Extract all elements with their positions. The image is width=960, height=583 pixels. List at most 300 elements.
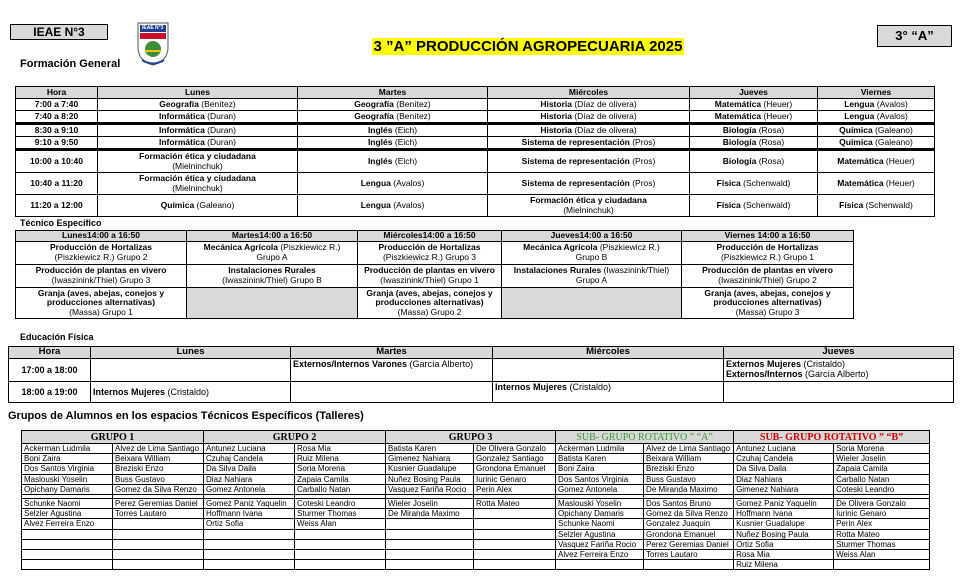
class-cell xyxy=(298,137,488,150)
hora-cell: 18:00 a 19:00 xyxy=(9,381,91,402)
teacher: (García Alberto) xyxy=(407,358,474,369)
taller-cell xyxy=(682,242,854,265)
student-cell: Vasquez Fariña Rocio xyxy=(556,539,644,549)
teacher: (García Alberto) xyxy=(802,368,869,379)
empty-cell xyxy=(187,288,358,319)
subject: Inglés xyxy=(367,136,393,147)
col-miercoles: Miércoles xyxy=(488,87,690,99)
teacher: (Eich) xyxy=(392,136,418,147)
student-cell: Gonzalez Juaquin xyxy=(644,519,734,529)
teacher: (Avalos) xyxy=(874,110,908,121)
class-cell xyxy=(488,99,690,111)
student-cell: Carballo Natan xyxy=(295,484,386,494)
teacher: (Schenwald) xyxy=(740,177,791,188)
teacher: (Iwaszinink/Thiel) xyxy=(601,265,670,276)
general-row xyxy=(16,173,935,195)
grupo-2-header: GRUPO 2 xyxy=(204,431,386,444)
subject: Instalaciones Rurales xyxy=(513,265,602,276)
student-cell xyxy=(295,529,386,539)
subject: Internos Mujeres xyxy=(93,386,166,397)
class-cell xyxy=(488,173,690,195)
student-cell xyxy=(113,529,204,539)
subject: Granja (aves, abejas, conejos y producciones alternativas) xyxy=(37,287,165,308)
class-cell xyxy=(298,195,488,217)
subject: Informática xyxy=(158,110,205,121)
student-cell: Gimenez Nahiara xyxy=(386,454,474,464)
student-cell: Gomez Paniz Yaquelin xyxy=(734,498,834,508)
class-cell xyxy=(488,150,690,173)
teacher-group: (Iwaszinink/Thiel) Grupo 1 xyxy=(380,275,479,285)
subject: Externos/Internos xyxy=(726,368,803,379)
subject: Física xyxy=(716,199,741,210)
martes-cell xyxy=(291,381,493,402)
tecnico-table xyxy=(15,230,854,319)
student-cell: Rotta Mateo xyxy=(834,529,930,539)
col-miercoles: Miércoles14:00 a 16:50 xyxy=(358,231,502,242)
page-title: 3 ”A” PRODUCCIÓN AGROPECUARIA 2025 xyxy=(373,38,683,55)
student-cell: Hoffmann Ivana xyxy=(204,509,295,519)
teacher: (Heuer) xyxy=(761,110,793,121)
subject: Lengua xyxy=(360,199,391,210)
teacher: (Pros) xyxy=(629,177,656,188)
tecnico-row xyxy=(16,265,854,288)
student-cell: Iurinic Genaro xyxy=(474,474,556,484)
teacher: (Rosa) xyxy=(756,136,785,147)
taller-cell xyxy=(187,242,358,265)
student-cell: Da Silva Daila xyxy=(204,464,295,474)
student-cell: Alvez de Lima Santiago xyxy=(113,444,204,454)
subject: Biología xyxy=(722,124,757,135)
teacher: (Avalos) xyxy=(390,199,425,210)
student-cell: Diaz Nahiara xyxy=(734,474,834,484)
martes-cell xyxy=(291,358,493,381)
student-cell: Antunez Luciana xyxy=(734,444,834,454)
student-cell: Coteski Leandro xyxy=(834,484,930,494)
teacher: (Mielninchuk) xyxy=(563,204,614,215)
student-cell xyxy=(113,519,204,529)
student-cell: Maslouski Yoselin xyxy=(556,498,644,508)
student-cell: Gomez Paniz Yaquelin xyxy=(204,498,295,508)
student-cell xyxy=(386,529,474,539)
class-cell xyxy=(818,137,935,150)
subject: Lengua xyxy=(844,110,875,121)
teacher: (Cristaldo) xyxy=(567,381,612,392)
subject: Historia xyxy=(540,110,572,121)
taller-cell xyxy=(502,242,682,265)
general-row xyxy=(16,137,935,150)
hora-cell: 7:00 a 7:40 xyxy=(16,99,98,111)
taller-cell xyxy=(16,242,187,265)
student-cell: Perin Alex xyxy=(834,519,930,529)
student-cell: Selzler Agustina xyxy=(22,509,113,519)
col-lunes: Lunes xyxy=(98,87,298,99)
student-cell: Ortiz Sofia xyxy=(204,519,295,529)
teacher: (Duran) xyxy=(204,136,236,147)
fisica-header-row xyxy=(9,347,954,359)
student-cell: Grondona Emanuel xyxy=(474,464,556,474)
col-martes: Martes14:00 a 16:50 xyxy=(187,231,358,242)
student-cell: Alvez Ferreira Enzo xyxy=(556,549,644,559)
student-cell: Rosa Mia xyxy=(295,444,386,454)
hora-cell: 8:30 a 9:10 xyxy=(16,124,98,137)
student-cell xyxy=(22,539,113,549)
subject: Matemática xyxy=(714,98,762,109)
teacher-group: (Piszkiewicz R.) Grupo 2 xyxy=(54,252,148,262)
col-jueves: Jueves14:00 a 16:50 xyxy=(502,231,682,242)
section-general: Formación General xyxy=(20,58,121,70)
student-cell: Breziski Enzo xyxy=(113,464,204,474)
subject: Historia xyxy=(540,98,572,109)
student-cell: Dos Santos Virginia xyxy=(22,464,113,474)
hora-cell: 11:20 a 12:00 xyxy=(16,195,98,217)
student-cell: Gomez da Silva Renzo xyxy=(644,509,734,519)
class-cell xyxy=(488,111,690,124)
student-cell xyxy=(204,549,295,559)
class-cell xyxy=(818,173,935,195)
subject: Granja (aves, abejas, conejos y producciones alternativas) xyxy=(366,287,493,308)
student-cell xyxy=(22,529,113,539)
student-cell: Zapaia Camila xyxy=(295,474,386,484)
general-row xyxy=(16,111,935,124)
student-cell xyxy=(386,519,474,529)
student-cell: Boni Zaira xyxy=(22,454,113,464)
subgrupo-b-header: SUB- GRUPO ROTATIVO ” “B” xyxy=(734,431,930,444)
class-cell xyxy=(298,150,488,173)
student-cell xyxy=(204,529,295,539)
teacher: (Cristaldo) xyxy=(801,358,846,369)
section-fisica: Educación Física xyxy=(20,332,94,342)
class-cell xyxy=(98,195,298,217)
student-row xyxy=(22,464,930,474)
teacher: (Eich) xyxy=(392,155,418,166)
subgrupo-a-header: SUB- GRUPO ROTATIVO ” “A” xyxy=(556,431,734,444)
subject: Externos Mujeres xyxy=(726,358,802,369)
class-cell xyxy=(690,195,818,217)
taller-cell xyxy=(187,265,358,288)
student-cell: Gimenez Nahiara xyxy=(734,484,834,494)
tecnico-row xyxy=(16,242,854,265)
miercoles-cell xyxy=(493,381,724,402)
student-cell: Schunke Naomi xyxy=(22,498,113,508)
subject: Física xyxy=(839,199,864,210)
student-cell: Soria Morena xyxy=(295,464,386,474)
class-cell xyxy=(690,124,818,137)
teacher: (Heuer) xyxy=(883,155,915,166)
hora-cell: 17:00 a 18:00 xyxy=(9,358,91,381)
grupos-table xyxy=(21,430,930,570)
subject: Química xyxy=(839,124,873,135)
student-cell xyxy=(113,560,204,570)
teacher-group: Grupo A xyxy=(256,252,288,262)
subject: Producción de plantas en vivero xyxy=(35,265,167,276)
student-cell: Alvez Ferreira Enzo xyxy=(22,519,113,529)
subject: Sistema de representación xyxy=(521,136,630,147)
general-row xyxy=(16,124,935,137)
teacher: (Díaz de olivera) xyxy=(571,98,637,109)
teacher: (Rosa) xyxy=(756,155,785,166)
student-cell: Opichany Damaris xyxy=(22,484,113,494)
student-row xyxy=(22,549,930,559)
student-cell xyxy=(295,549,386,559)
student-cell: Weiss Alan xyxy=(834,549,930,559)
jueves-cell xyxy=(724,358,954,381)
class-cell xyxy=(98,150,298,173)
student-cell xyxy=(204,560,295,570)
student-cell: Nuñez Bosing Paula xyxy=(386,474,474,484)
student-cell: Ackerman Ludmila xyxy=(22,444,113,454)
taller-cell xyxy=(682,288,854,319)
col-jueves: Jueves xyxy=(724,347,954,359)
teacher-group: (Piszkiewicz R.) Grupo 1 xyxy=(720,252,815,262)
teacher: (Schenwald) xyxy=(740,199,791,210)
student-cell: Rotta Mateo xyxy=(474,498,556,508)
student-cell xyxy=(474,560,556,570)
subject: Geografía xyxy=(354,110,394,121)
teacher: (Schenwald) xyxy=(863,199,913,210)
teacher: (Duran) xyxy=(204,124,236,135)
student-cell: Perez Geremias Daniel xyxy=(113,498,204,508)
subject: Biología xyxy=(722,136,757,147)
subject: Producción de Hortalizas xyxy=(716,242,819,253)
student-cell: Diaz Nahiara xyxy=(204,474,295,484)
student-cell: Weiss Alan xyxy=(295,519,386,529)
school-label: IEAE N°3 xyxy=(10,24,108,40)
taller-cell xyxy=(358,288,502,319)
subject: Química xyxy=(839,136,873,147)
col-lunes: Lunes14:00 a 16:50 xyxy=(16,231,187,242)
student-cell: Torres Lautaro xyxy=(113,509,204,519)
class-cell xyxy=(690,173,818,195)
student-row xyxy=(22,560,930,570)
class-cell xyxy=(298,173,488,195)
fisica-row-2 xyxy=(9,381,954,402)
student-cell xyxy=(386,549,474,559)
student-cell: De Olivera Gonzalo xyxy=(474,444,556,454)
general-row xyxy=(16,99,935,111)
teacher: (Eich) xyxy=(392,124,418,135)
student-cell: Gomez Antonela xyxy=(204,484,295,494)
teacher: (Benítez) xyxy=(393,110,431,121)
subject: Matemática xyxy=(837,155,884,166)
class-cell xyxy=(98,99,298,111)
class-cell xyxy=(298,111,488,124)
teacher-group: (Iwaszinink/Thiel) Grupo B xyxy=(222,275,322,285)
student-cell: Rosa Mia xyxy=(734,549,834,559)
student-cell xyxy=(113,539,204,549)
teacher-group: (Iwaszinink/Thiel) Grupo 3 xyxy=(51,275,151,285)
hora-cell: 7:40 a 8:20 xyxy=(16,111,98,124)
student-cell: Beixara William xyxy=(644,454,734,464)
teacher: (Avalos) xyxy=(874,98,908,109)
subject: Sistema de representación xyxy=(521,177,630,188)
hora-cell: 9:10 a 9:50 xyxy=(16,137,98,150)
subject: Producción de Hortalizas xyxy=(378,242,481,253)
student-cell xyxy=(22,560,113,570)
student-cell xyxy=(204,539,295,549)
student-cell: Ortiz Sofia xyxy=(734,539,834,549)
subject: Física xyxy=(716,177,741,188)
teacher: (Rosa) xyxy=(756,124,785,135)
subject: Producción de Hortalizas xyxy=(49,242,153,253)
hora-cell: 10:00 a 10:40 xyxy=(16,150,98,173)
student-cell xyxy=(556,560,644,570)
teacher: (Cristaldo) xyxy=(165,386,210,397)
teacher: (Galeano) xyxy=(872,124,913,135)
subject: Instalaciones Rurales xyxy=(228,265,316,276)
teacher: (Heuer) xyxy=(883,177,915,188)
subject: Informática xyxy=(158,136,205,147)
student-cell: Perez Geremias Daniel xyxy=(644,539,734,549)
class-cell xyxy=(690,111,818,124)
taller-cell xyxy=(16,288,187,319)
taller-cell xyxy=(682,265,854,288)
col-martes: Martes xyxy=(298,87,488,99)
teacher-group: Grupo A xyxy=(575,275,608,285)
student-cell xyxy=(474,539,556,549)
teacher-group: (Massa) Grupo 3 xyxy=(735,306,800,317)
col-hora: Hora xyxy=(16,87,98,99)
student-cell: Alvez de Lima Santiago xyxy=(644,444,734,454)
grupos-header-row xyxy=(22,431,930,444)
student-cell: Gomez Antonela xyxy=(556,484,644,494)
teacher-group: (Iwaszinink/Thiel) Grupo 2 xyxy=(718,275,817,285)
class-cell xyxy=(98,137,298,150)
student-row xyxy=(22,484,930,494)
student-cell: Ruiz Milena xyxy=(734,560,834,570)
student-cell: Maslouski Yoselin xyxy=(22,474,113,484)
fisica-table xyxy=(8,346,954,403)
class-cell xyxy=(818,150,935,173)
student-cell: Torres Lautaro xyxy=(644,549,734,559)
student-cell: Ackerman Ludmila xyxy=(556,444,644,454)
grupo-3-header: GRUPO 3 xyxy=(386,431,556,444)
section-tecnico: Técnico Específico xyxy=(20,218,102,228)
class-cell xyxy=(690,150,818,173)
subject: Inglés xyxy=(367,155,393,166)
subject: Matemática xyxy=(714,110,762,121)
teacher: (Galeano) xyxy=(194,199,235,210)
student-cell: Dos Santos Bruno xyxy=(644,498,734,508)
teacher-group: Grupo B xyxy=(575,252,608,262)
empty-cell xyxy=(502,288,682,319)
teacher: (Mielninchuk) xyxy=(172,160,223,171)
teacher: (Heuer) xyxy=(761,98,793,109)
teacher: (Galeano) xyxy=(872,136,913,147)
student-cell xyxy=(474,519,556,529)
class-cell xyxy=(690,137,818,150)
student-cell: Czuhaj Candela xyxy=(734,454,834,464)
grupo-1-header: GRUPO 1 xyxy=(22,431,204,444)
student-cell xyxy=(386,539,474,549)
subject: Lengua xyxy=(360,177,391,188)
student-cell: Buss Gustavo xyxy=(644,474,734,484)
teacher: (Piszkiewicz R.) xyxy=(277,242,341,253)
student-cell: Ruiz Milena xyxy=(295,454,386,464)
student-cell: Kusnier Guadalupe xyxy=(734,519,834,529)
student-cell: Batista Karen xyxy=(556,454,644,464)
student-cell: De Miranda Maximo xyxy=(386,509,474,519)
class-cell xyxy=(98,173,298,195)
subject: Química xyxy=(160,199,195,210)
teacher-group: (Massa) Grupo 2 xyxy=(397,306,462,317)
student-row xyxy=(22,444,930,454)
student-cell xyxy=(834,560,930,570)
student-cell: Da Silva Daila xyxy=(734,464,834,474)
student-cell: Buss Gustavo xyxy=(113,474,204,484)
student-cell: Zapaia Camila xyxy=(834,464,930,474)
teacher-group: (Piszkiewicz R.) Grupo 3 xyxy=(382,252,477,262)
student-cell: Batista Karen xyxy=(386,444,474,454)
student-cell: Carballo Natan xyxy=(834,474,930,484)
subject: Historia xyxy=(540,124,572,135)
subject: Producción de plantas en vivero xyxy=(702,265,833,276)
student-cell xyxy=(474,529,556,539)
hora-cell: 10:40 a 11:20 xyxy=(16,173,98,195)
class-cell xyxy=(98,124,298,137)
col-hora: Hora xyxy=(9,347,91,359)
student-cell: Coteski Leandro xyxy=(295,498,386,508)
subject: Lengua xyxy=(844,98,875,109)
class-cell xyxy=(298,124,488,137)
class-cell xyxy=(818,111,935,124)
subject: Formación ética y ciudadana xyxy=(139,150,256,161)
student-row xyxy=(22,539,930,549)
teacher: (Benítez) xyxy=(393,98,431,109)
student-cell: Sturmer Thomas xyxy=(834,539,930,549)
section-grupos: Grupos de Alumnos en los espacios Técnicos Específicos (Talleres) xyxy=(8,410,364,422)
general-header-row xyxy=(16,87,935,99)
subject: Geografía xyxy=(354,98,394,109)
student-cell xyxy=(22,549,113,559)
teacher: (Mielninchuk) xyxy=(172,182,223,193)
subject: Mecánica Agrícola xyxy=(203,242,278,253)
teacher: (Piszkiewicz R.) xyxy=(597,242,660,253)
student-cell: De Miranda Maximo xyxy=(644,484,734,494)
teacher: (Díaz de olivera) xyxy=(571,110,637,121)
student-cell: Perin Alex xyxy=(474,484,556,494)
class-cell xyxy=(690,99,818,111)
student-cell: Czuhaj Candela xyxy=(204,454,295,464)
jueves-cell xyxy=(724,381,954,402)
subject: Inglés xyxy=(367,124,393,135)
student-cell: Soria Morena xyxy=(834,444,930,454)
student-cell: Boni Zaira xyxy=(556,464,644,474)
col-miercoles: Miércoles xyxy=(493,347,724,359)
subject: Sistema de representación xyxy=(521,155,630,166)
student-cell: Nuñez Bosing Paula xyxy=(734,529,834,539)
subject: Producción de plantas en vivero xyxy=(364,265,495,276)
student-row xyxy=(22,519,930,529)
teacher: (Pros) xyxy=(629,155,656,166)
taller-cell xyxy=(358,242,502,265)
student-cell: Schunke Naomi xyxy=(556,519,644,529)
subject: Internos Mujeres xyxy=(495,381,568,392)
student-row xyxy=(22,454,930,464)
teacher: (Benítez) xyxy=(198,98,236,109)
subject: Matemática xyxy=(837,177,884,188)
student-cell: Hoffmann Ivana xyxy=(734,509,834,519)
col-jueves: Jueves xyxy=(690,87,818,99)
tecnico-header-row xyxy=(16,231,854,242)
student-cell xyxy=(644,560,734,570)
subject: Formación ética y ciudadana xyxy=(530,194,647,205)
subject: Biología xyxy=(722,155,757,166)
title-wrap xyxy=(0,38,960,55)
student-cell xyxy=(295,539,386,549)
class-cell xyxy=(488,195,690,217)
student-row xyxy=(22,498,930,508)
student-cell: Dos Santos Virginia xyxy=(556,474,644,484)
